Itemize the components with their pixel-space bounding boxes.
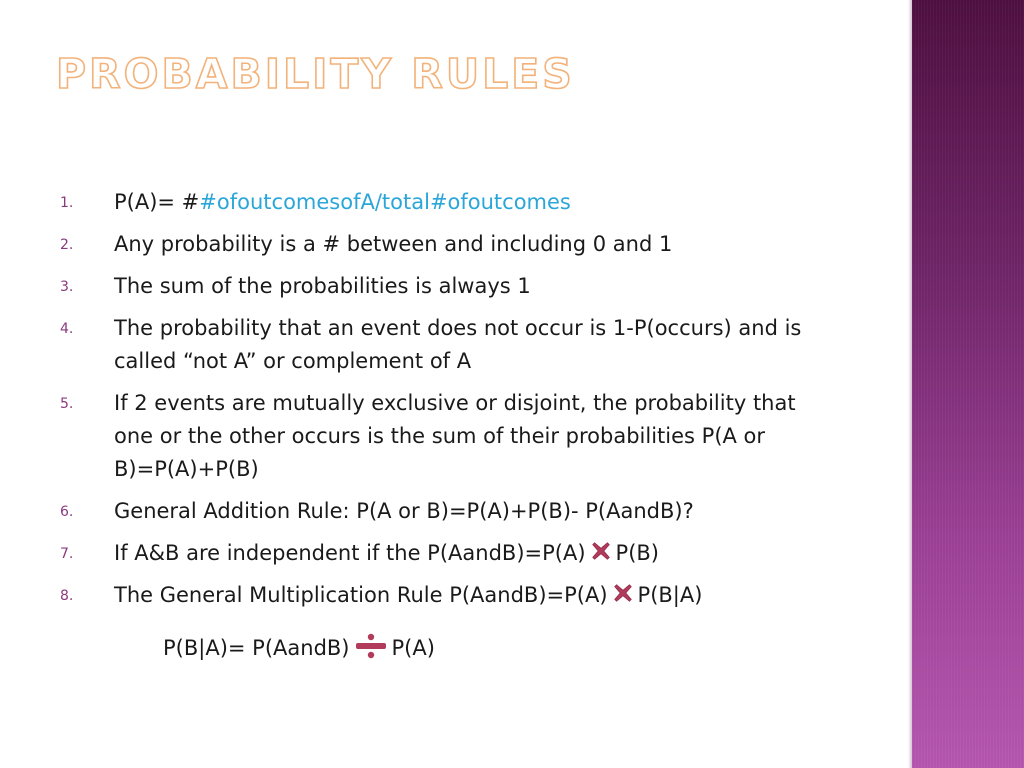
rule-text: The sum of the probabilities is always 1 bbox=[114, 274, 531, 298]
rule-text: P(A)= # bbox=[114, 190, 200, 214]
rule-item-6 bbox=[60, 495, 820, 528]
side-band bbox=[912, 0, 1024, 768]
rule-text: The probability that an event does not occur is 1-P(occurs) and is called “not A” or complement of A bbox=[114, 316, 802, 373]
rule-text-before: The General Multiplication Rule P(AandB)=P(A) bbox=[114, 583, 608, 607]
conditional-probability-line bbox=[163, 632, 435, 665]
rule-item-8 bbox=[60, 579, 820, 612]
rule-number: 3. bbox=[60, 279, 74, 295]
conditional-text-before: P(B|A)= P(AandB) bbox=[163, 636, 350, 660]
rule-number: 4. bbox=[60, 321, 74, 337]
rule-number: 2. bbox=[60, 237, 74, 253]
rule-text: If 2 events are mutually exclusive or disjoint, the probability that one or the other occurs is the sum of their probabilities P(A or B)=P(A)+P(B) bbox=[114, 391, 796, 481]
rule-item-2 bbox=[60, 228, 820, 261]
rule-text: General Addition Rule: P(A or B)=P(A)+P(B)- P(AandB)? bbox=[114, 499, 694, 523]
rule-item-5 bbox=[60, 387, 820, 486]
rule-item-3 bbox=[60, 270, 820, 303]
rule-number: 8. bbox=[60, 588, 74, 604]
divide-icon bbox=[354, 633, 388, 659]
conditional-text-after: P(A) bbox=[391, 636, 435, 660]
multiply-icon bbox=[590, 540, 612, 562]
rule-number: 6. bbox=[60, 504, 74, 520]
rule-text-after: P(B) bbox=[615, 541, 659, 565]
rule-text-after: P(B|A) bbox=[637, 583, 703, 607]
rule-accent-text: #ofoutcomesofA/total#ofoutcomes bbox=[199, 190, 571, 214]
rule-number: 5. bbox=[60, 396, 74, 412]
rule-number: 7. bbox=[60, 546, 74, 562]
slide-title: PROBABILITY RULES bbox=[56, 50, 575, 98]
rule-item-4 bbox=[60, 312, 820, 378]
rule-item-7 bbox=[60, 537, 820, 570]
multiply-icon bbox=[612, 582, 634, 604]
rule-number: 1. bbox=[60, 195, 74, 211]
rules-list bbox=[60, 186, 820, 621]
rule-item-1 bbox=[60, 186, 820, 219]
rule-text: Any probability is a # between and including 0 and 1 bbox=[114, 232, 673, 256]
rule-text-before: If A&B are independent if the P(AandB)=P(A) bbox=[114, 541, 586, 565]
